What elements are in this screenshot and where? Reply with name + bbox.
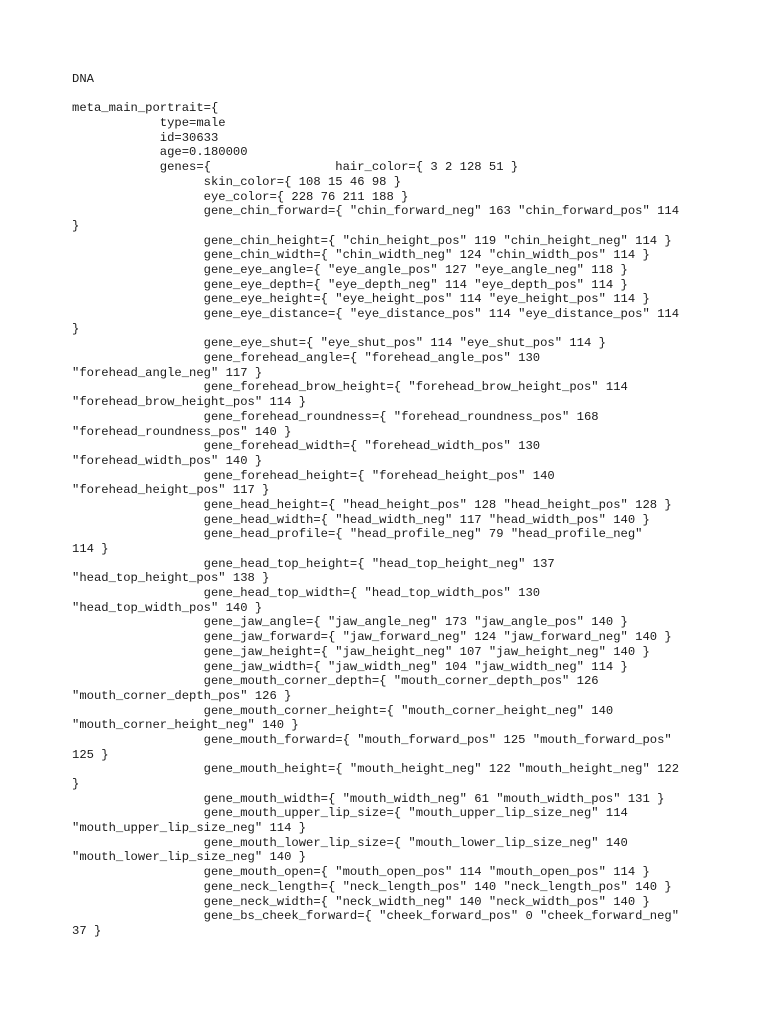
text-line: gene_eye_height={ "eye_height_pos" 114 "eye_height_pos" 114 } (72, 292, 650, 307)
document-body (72, 72, 712, 939)
text-line: age=0.180000 (72, 145, 248, 160)
text-line: } (72, 321, 80, 336)
text-line: 37 } (72, 923, 102, 938)
text-line: eye_color={ 228 76 211 188 } (72, 189, 409, 204)
text-line: gene_forehead_brow_height={ "forehead_brow_height_pos" 114 (72, 380, 628, 395)
text-line: gene_jaw_height={ "jaw_height_neg" 107 "jaw_height_neg" 140 } (72, 644, 650, 659)
text-line: gene_mouth_forward={ "mouth_forward_pos" 125 "mouth_forward_pos" (72, 732, 672, 747)
text-line: type=male (72, 116, 226, 131)
text-line: 114 } (72, 542, 109, 556)
text-line: gene_eye_distance={ "eye_distance_pos" 114 "eye_distance_pos" 114 (72, 307, 680, 321)
text-line: gene_mouth_upper_lip_size={ "mouth_upper_lip_size_neg" 114 (72, 806, 628, 821)
text-line: "mouth_lower_lip_size_neg" 140 } (72, 850, 307, 865)
text-line: gene_neck_width={ "neck_width_neg" 140 "neck_width_pos" 140 } (72, 894, 650, 909)
text-line: gene_forehead_angle={ "forehead_angle_pos" 130 (72, 351, 541, 366)
text-line: gene_eye_depth={ "eye_depth_neg" 114 "eye_depth_pos" 114 } (72, 277, 628, 292)
text-line: gene_bs_cheek_forward={ "cheek_forward_pos" 0 "cheek_forward_neg" (72, 909, 680, 924)
text-line: "forehead_width_pos" 140 } (72, 453, 263, 468)
text-line: "forehead_height_pos" 117 } (72, 483, 270, 498)
text-line: gene_head_profile={ "head_profile_neg" 79 "head_profile_neg" (72, 527, 643, 542)
text-line: 125 } (72, 747, 109, 762)
text-line (72, 87, 712, 102)
text-line: gene_head_top_height={ "head_top_height_neg" 137 (72, 556, 555, 571)
text-line: gene_chin_height={ "chin_height_pos" 119 "chin_height_neg" 114 } (72, 233, 672, 248)
text-line: gene_jaw_angle={ "jaw_angle_neg" 173 "jaw_angle_pos" 140 } (72, 615, 628, 630)
text-line: gene_mouth_open={ "mouth_open_pos" 114 "mouth_open_pos" 114 } (72, 865, 650, 880)
text-line: gene_chin_forward={ "chin_forward_neg" 163 "chin_forward_pos" 114 (72, 204, 680, 219)
text-line: meta_main_portrait={ (72, 101, 219, 116)
text-line: gene_forehead_width={ "forehead_width_pos" 130 (72, 439, 541, 454)
text-line: gene_mouth_corner_depth={ "mouth_corner_depth_pos" 126 (72, 674, 599, 689)
text-line: gene_mouth_height={ "mouth_height_neg" 122 "mouth_height_neg" 122 (72, 762, 680, 777)
text-line: skin_color={ 108 15 46 98 } (72, 174, 402, 189)
text-line: "head_top_width_pos" 140 } (72, 600, 263, 615)
text-line: genes={ hair_color={ 3 2 128 51 } (72, 160, 519, 175)
text-line: id=30633 (72, 130, 219, 145)
text-line: gene_chin_width={ "chin_width_neg" 124 "chin_width_pos" 114 } (72, 248, 650, 263)
text-line: } (72, 218, 80, 233)
text-line: gene_jaw_width={ "jaw_width_neg" 104 "jaw_width_neg" 114 } (72, 659, 628, 674)
text-line: gene_jaw_forward={ "jaw_forward_neg" 124 "jaw_forward_neg" 140 } (72, 630, 672, 645)
text-line: gene_mouth_width={ "mouth_width_neg" 61 "mouth_width_pos" 131 } (72, 791, 665, 806)
text-line: "head_top_height_pos" 138 } (72, 571, 270, 586)
text-line: } (72, 777, 80, 791)
text-line: gene_mouth_lower_lip_size={ "mouth_lower_lip_size_neg" 140 (72, 835, 628, 850)
text-line: "forehead_roundness_pos" 140 } (72, 424, 292, 439)
text-line: "mouth_corner_depth_pos" 126 } (72, 688, 292, 703)
text-line: "mouth_upper_lip_size_neg" 114 } (72, 821, 307, 836)
text-line: gene_eye_shut={ "eye_shut_pos" 114 "eye_shut_pos" 114 } (72, 336, 606, 351)
text-line: "mouth_corner_height_neg" 140 } (72, 718, 299, 733)
text-line: "forehead_brow_height_pos" 114 } (72, 395, 307, 410)
text-line: gene_neck_length={ "neck_length_pos" 140 "neck_length_pos" 140 } (72, 879, 672, 894)
text-line: gene_eye_angle={ "eye_angle_pos" 127 "eye_angle_neg" 118 } (72, 262, 628, 277)
text-line: gene_head_height={ "head_height_pos" 128 "head_height_pos" 128 } (72, 497, 672, 512)
text-line: gene_forehead_roundness={ "forehead_roundness_pos" 168 (72, 409, 599, 424)
text-line: "forehead_angle_neg" 117 } (72, 365, 263, 380)
text-line: gene_forehead_height={ "forehead_height_pos" 140 (72, 468, 555, 483)
text-line: DNA (72, 72, 94, 86)
text-line: gene_head_top_width={ "head_top_width_pos" 130 (72, 586, 541, 601)
text-line: gene_head_width={ "head_width_neg" 117 "head_width_pos" 140 } (72, 512, 650, 527)
text-line: gene_mouth_corner_height={ "mouth_corner_height_neg" 140 (72, 703, 614, 718)
